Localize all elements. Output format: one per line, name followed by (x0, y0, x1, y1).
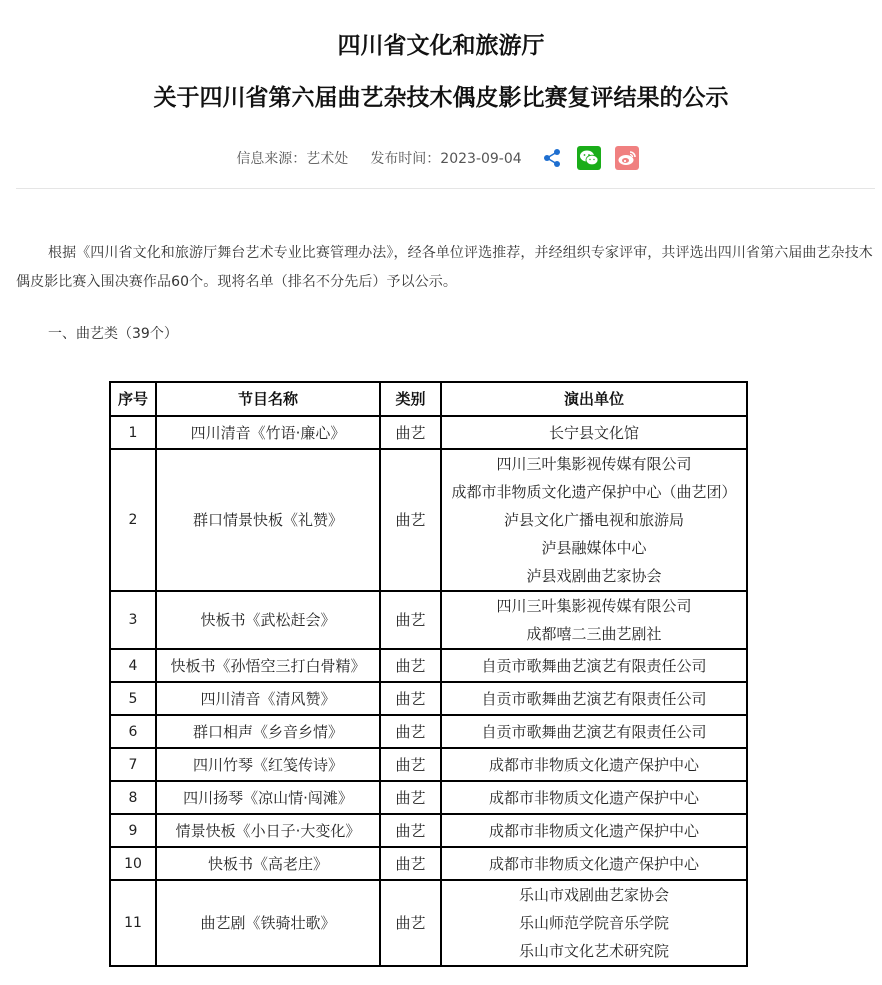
performing-units (441, 649, 747, 682)
row-number: 4 (110, 649, 156, 682)
performing-units (441, 847, 747, 880)
performing-unit: 成都市非物质文化遗产保护中心（曲艺团） (451, 483, 737, 501)
publish-time: 发布时间：2023-09-04 (370, 151, 522, 167)
performing-units (441, 416, 747, 449)
program-category: 曲艺 (380, 814, 441, 847)
performing-units (441, 682, 747, 715)
performing-unit: 乐山师范学院音乐学院 (518, 914, 669, 932)
weibo-icon[interactable] (615, 146, 639, 170)
share-icon[interactable] (541, 146, 563, 170)
table-row (110, 649, 747, 682)
performing-unit: 成都市非物质文化遗产保护中心 (488, 755, 699, 774)
performing-unit: 泸县融媒体中心 (541, 539, 647, 557)
table-row (110, 682, 747, 715)
table-row (110, 591, 747, 649)
program-name: 快板书《高老庄》 (156, 847, 380, 880)
performing-unit: 成都市非物质文化遗产保护中心 (488, 788, 699, 807)
table-body (110, 416, 747, 966)
row-number: 6 (110, 715, 156, 748)
performing-unit: 成都市非物质文化遗产保护中心 (488, 821, 699, 840)
table-row (110, 781, 747, 814)
program-name: 四川竹琴《红笺传诗》 (156, 748, 380, 781)
section-title: 一、曲艺类（39个） (48, 326, 178, 342)
program-category: 曲艺 (380, 748, 441, 781)
performing-unit: 四川三叶集影视传媒有限公司 (496, 455, 692, 473)
row-number: 3 (110, 591, 156, 649)
table-row (110, 449, 747, 591)
table-row (110, 715, 747, 748)
header-number: 序号 (110, 382, 156, 416)
program-name: 四川清音《清风赞》 (156, 682, 380, 715)
program-category: 曲艺 (380, 880, 441, 966)
program-name: 快板书《武松赶会》 (156, 591, 380, 649)
program-name: 群口情景快板《礼赞》 (156, 449, 380, 591)
results-table (109, 381, 748, 967)
wechat-icon[interactable] (577, 146, 601, 170)
program-name: 四川清音《竹语·廉心》 (156, 416, 380, 449)
performing-unit: 自贡市歌舞曲艺演艺有限责任公司 (481, 689, 707, 708)
program-category: 曲艺 (380, 649, 441, 682)
header-performing-unit: 演出单位 (441, 382, 747, 416)
table-header-row (110, 382, 747, 416)
table-row (110, 847, 747, 880)
performing-unit: 泸县戏剧曲艺家协会 (526, 567, 662, 585)
table-row (110, 748, 747, 781)
program-name: 情景快板《小日子·大变化》 (156, 814, 380, 847)
program-name: 四川扬琴《凉山情·闯滩》 (156, 781, 380, 814)
table-row (110, 814, 747, 847)
info-source: 信息来源：艺术处 (236, 151, 349, 167)
performing-unit: 成都市非物质文化遗产保护中心 (488, 854, 699, 873)
row-number: 10 (110, 847, 156, 880)
program-category: 曲艺 (380, 449, 441, 591)
program-category: 曲艺 (380, 591, 441, 649)
page-title-line1: 四川省文化和旅游厅 (337, 33, 545, 59)
program-name: 群口相声《乡音乡情》 (156, 715, 380, 748)
intro-paragraph: 根据《四川省文化和旅游厅舞台艺术专业比赛管理办法》，经各单位评选推荐，并经组织专家评审，共评选出四川省第六届曲艺杂技木偶皮影比赛入围决赛作品60个。现将名单（排名不分先后）予以公示。 (16, 245, 873, 290)
performing-units (441, 748, 747, 781)
performing-units (441, 814, 747, 847)
table-row (110, 880, 747, 966)
program-category: 曲艺 (380, 847, 441, 880)
share-toolbar (534, 146, 646, 170)
performing-unit: 四川三叶集影视传媒有限公司 (496, 597, 692, 615)
performing-units (441, 449, 747, 591)
header-program-name: 节目名称 (156, 382, 380, 416)
performing-unit: 长宁县文化馆 (548, 423, 639, 442)
row-number: 8 (110, 781, 156, 814)
performing-unit: 乐山市文化艺术研究院 (518, 942, 669, 960)
row-number: 1 (110, 416, 156, 449)
table-row (110, 416, 747, 449)
program-category: 曲艺 (380, 781, 441, 814)
row-number: 2 (110, 449, 156, 591)
row-number: 7 (110, 748, 156, 781)
program-name: 曲艺剧《铁骑壮歌》 (156, 880, 380, 966)
performing-unit: 乐山市戏剧曲艺家协会 (518, 886, 669, 904)
performing-units (441, 781, 747, 814)
row-number: 11 (110, 880, 156, 966)
program-category: 曲艺 (380, 682, 441, 715)
row-number: 9 (110, 814, 156, 847)
performing-unit: 自贡市歌舞曲艺演艺有限责任公司 (481, 722, 707, 741)
performing-unit: 泸县文化广播电视和旅游局 (503, 511, 684, 529)
performing-unit: 成都嘻二三曲艺剧社 (526, 625, 662, 643)
header-divider (16, 188, 875, 189)
program-category: 曲艺 (380, 715, 441, 748)
performing-units (441, 715, 747, 748)
article-meta (0, 144, 882, 172)
row-number: 5 (110, 682, 156, 715)
performing-units (441, 880, 747, 966)
program-category: 曲艺 (380, 416, 441, 449)
program-name: 快板书《孙悟空三打白骨精》 (156, 649, 380, 682)
performing-units (441, 591, 747, 649)
page-title-line2: 关于四川省第六届曲艺杂技木偶皮影比赛复评结果的公示 (153, 85, 729, 111)
header-category: 类别 (380, 382, 441, 416)
performing-unit: 自贡市歌舞曲艺演艺有限责任公司 (481, 656, 707, 675)
